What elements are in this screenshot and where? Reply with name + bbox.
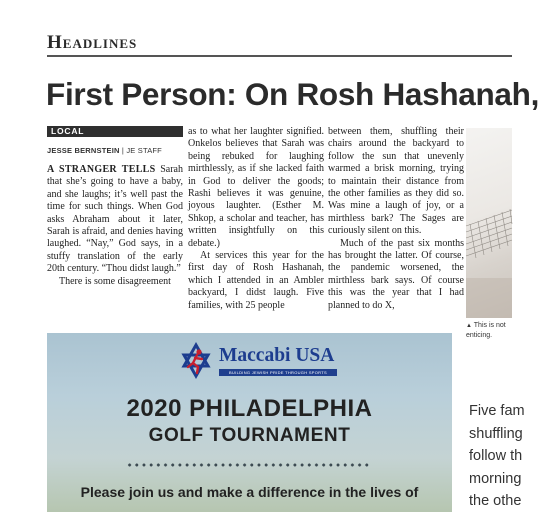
ad-body-text: Please join us and make a difference in the lives of <box>80 484 419 500</box>
paragraph: There is some disagreement <box>59 275 171 287</box>
maccabi-logo <box>175 343 335 383</box>
section-kicker: LOCAL <box>47 126 183 137</box>
pull-quote-line: Five fam <box>469 403 525 419</box>
byline <box>47 146 183 156</box>
star-of-david-runner-icon <box>175 343 217 383</box>
brand-tagline: BUILDING JEWISH PRIDE THROUGH SPORTS <box>219 369 337 376</box>
ad-title: 2020 PHILADELPHIA <box>126 395 373 422</box>
article-column-3 <box>328 126 464 312</box>
paragraph <box>47 164 183 276</box>
caption-line-1: This is not <box>473 322 506 329</box>
section-header <box>47 33 512 57</box>
pull-quote-line: shuffling <box>469 425 523 442</box>
dotted-divider <box>126 462 371 468</box>
paragraph-text: Sarah that she’s going to have a baby, and she laughs; it’s well past the time for such things. When God asks Abraham about it later, Sarah is afraid, and denies having laughed. “Nay,” God says, in a stuffy translation of the early 20th century. “Thou didst laugh.” <box>47 164 183 275</box>
pull-quote <box>469 400 525 513</box>
byline-name: JESSE BERNSTEIN <box>47 146 120 155</box>
section-title: Headlines <box>47 32 138 53</box>
article-column-1 <box>47 126 183 288</box>
triangle-up-icon: ▲ <box>466 323 472 329</box>
pull-quote-line: follow th <box>469 448 523 464</box>
wire-rack-image <box>466 128 512 318</box>
article-headline: First Person: On Rosh Hashanah, <box>46 76 539 112</box>
pull-quote-line: the othe <box>469 493 522 509</box>
brand-name: Maccabi USA <box>219 345 335 366</box>
article-photo <box>466 128 512 318</box>
lead-in: A STRANGER TELLS <box>47 164 156 175</box>
pull-quote-line: morning <box>469 470 522 487</box>
paragraph: as to what her laughter signified. Onkelos believes that Sarah was being rebuked for laughing mirthlessly, as if she lacked faith in God to deliver the goods; Rashi believes it was genuine, joyous laughter. (Esther M. Shkop, a scholar and teacher, has written insightfully on this debate.) <box>188 126 324 249</box>
caption-line-2: enticing. <box>466 332 493 339</box>
ad-subtitle: GOLF TOURNAMENT <box>148 425 351 446</box>
paragraph: Much of the past six months has brought the latter. Of course, the pandemic worsened, the mirthless bark says. Of course this was the year that I had planned to do X, <box>328 237 464 311</box>
article-column-2 <box>188 126 324 312</box>
photo-caption <box>466 321 516 340</box>
golf-tournament-advertisement[interactable] <box>47 333 452 512</box>
paragraph: between them, shuffling their chairs around the backyard to follow the sun that unevenly warmed a brisk morning, trying to maintain their distance from the other families as they did so. Was mine a laugh of joy, or a mirthless bark? The Sages are curiously silent on this. <box>328 126 464 237</box>
paragraph: At services this year for the first day of Rosh Hashanah, which I attended in an Ambler backyard, I didst laugh. Five families, with 25 people <box>188 250 324 311</box>
byline-role: | JE STAFF <box>119 146 162 155</box>
